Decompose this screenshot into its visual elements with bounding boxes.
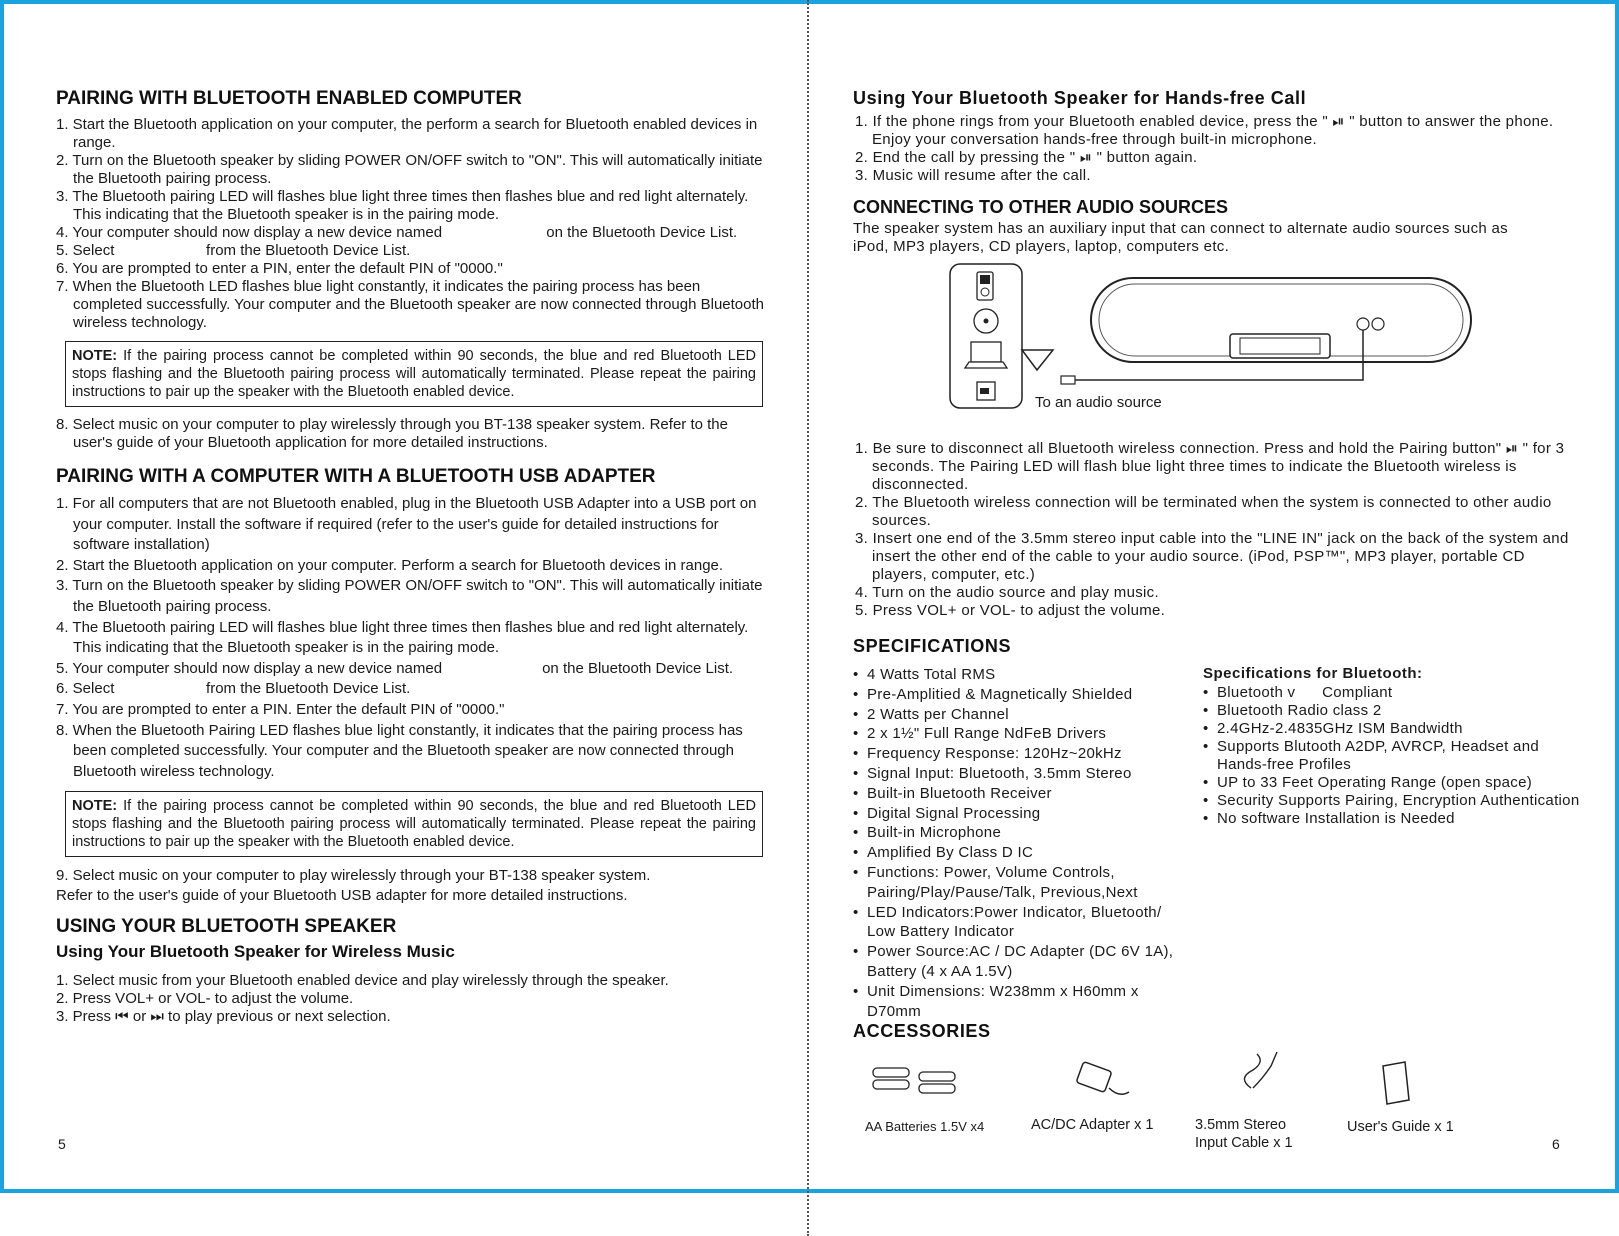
cable-icon: [1244, 1052, 1277, 1088]
list-item: 1. Start the Bluetooth application on your computer, the perform a search for Bluetooth enabled devices in range.: [56, 116, 758, 151]
acc-item-cable: 3.5mm Stereo Input Cable x 1: [1195, 1117, 1293, 1151]
list-item: 6. You are prompted to enter a PIN, enter the default PIN of "0000.": [56, 260, 503, 277]
spec-list: [853, 665, 1193, 1021]
list-item: 3. The Bluetooth pairing LED will flashes blue light three times then flashes blue and red light alternately. This indicating that the Bluetooth speaker is in the pairing mode.: [56, 188, 749, 223]
list-item: 4. Your computer should now display a new device named on the Bluetooth Device List.: [56, 224, 738, 241]
list-item: • Digital Signal Processing: [853, 804, 1193, 824]
frame-bottom-border: [0, 1189, 1619, 1193]
list-item: • Unit Dimensions: W238mm x H60mm x D70mm: [853, 982, 1193, 1022]
list-item: • 2 Watts per Channel: [853, 705, 1193, 725]
pair-usb-step9-ref: Refer to the user's guide of your Bluetooth USB adapter for more detailed instructions.: [56, 887, 628, 905]
frame-right-border: [1615, 0, 1619, 1193]
list-item: 1. Be sure to disconnect all Bluetooth wireless connection. Press and hold the Pairing button" ⏯ " for 3 seconds. The Pairing LED will flash blue light three times to indicate the Bluetooth wireless is disconnected.: [855, 440, 1565, 493]
list-item: • No software Installation is Needed: [1203, 810, 1583, 828]
list-item: 5. Select from the Bluetooth Device List.: [56, 242, 411, 259]
list-item: • Pre-Amplitied & Magnetically Shielded: [853, 685, 1193, 705]
list-item: 5. Your computer should now display a new device named on the Bluetooth Device List.: [56, 659, 734, 677]
list-item: 3. Turn on the Bluetooth speaker by sliding POWER ON/OFF switch to "ON". This will automatically initiate the Bluetooth pairing process.: [56, 577, 763, 615]
list-item: 2. The Bluetooth wireless connection will be terminated when the system is connected to other audio sources.: [855, 494, 1552, 529]
right-page: [853, 88, 1580, 1168]
laptop-icon: [965, 342, 1007, 368]
list-item: • Functions: Power, Volume Controls, Pairing/Play/Pause/Talk, Previous,Next: [853, 863, 1193, 903]
pair-usb-title: PAIRING WITH A COMPUTER WITH A BLUETOOTH USB ADAPTER: [56, 466, 656, 487]
list-item: • Bluetooth v Compliant: [1203, 684, 1583, 702]
pair-usb-steps: [56, 494, 771, 782]
audio-connection-diagram: [853, 262, 1573, 422]
list-item: • 4 Watts Total RMS: [853, 665, 1193, 685]
using-title: USING YOUR BLUETOOTH SPEAKER: [56, 916, 397, 938]
note-box-1: [65, 341, 763, 407]
audio-source-panel: [950, 264, 1053, 408]
list-item: 2. Press VOL+ or VOL- to adjust the volume.: [56, 990, 354, 1008]
list-item: 2. End the call by pressing the " ⏯ " button again.: [855, 149, 1198, 166]
spec-title: SPECIFICATIONS: [853, 636, 1012, 656]
spec-section: [853, 665, 1580, 1020]
list-item: • Frequency Response: 120Hz~20kHz: [853, 744, 1193, 764]
note-text: If the pairing process cannot be completed within 90 seconds, the blue and red Bluetooth LED stops flashing and the Bluetooth pairing process will automatically terminated. Please repeat the pairing instructions to pair up the speaker with the Bluetooth enabled device.: [72, 798, 756, 851]
list-item: • UP to 33 Feet Operating Range (open space): [1203, 774, 1583, 792]
list-item: • Built-in Bluetooth Receiver: [853, 784, 1193, 804]
note-label: NOTE:: [72, 798, 118, 815]
list-item: 7. When the Bluetooth LED flashes blue light constantly, it indicates the pairing process has been completed successfully. Your computer and the Bluetooth speaker are now connected through Bluetooth wireless technology.: [56, 278, 764, 331]
pair-usb-step9: 9. Select music on your computer to play wirelessly through your BT-138 speaker system.: [56, 867, 651, 885]
acc-item-user-guide: User's Guide x 1: [1347, 1119, 1454, 1135]
page-fold-line: [807, 0, 809, 1236]
note-label: NOTE:: [72, 348, 118, 364]
list-item: 3. Music will resume after the call.: [855, 167, 1091, 184]
list-item: 8. Select music on your computer to play wirelessly through you BT-138 speaker system. Refer to the user's guide of your Bluetooth application for more detailed instructions.: [56, 416, 728, 451]
list-item: • Security Supports Pairing, Encryption Authentication: [1203, 792, 1583, 810]
diagram-svg: [853, 262, 1573, 422]
list-item: • Supports Blutooth A2DP, AVRCP, Headset and Hands-free Profiles: [1203, 738, 1583, 774]
frame-top-border: [0, 0, 1619, 4]
list-item: 5. Press VOL+ or VOL- to adjust the volume.: [855, 602, 1166, 619]
pair-pc-title: PAIRING WITH BLUETOOTH ENABLED COMPUTER: [56, 88, 522, 109]
list-item: 6. Select from the Bluetooth Device List.: [56, 680, 411, 698]
list-item: 1. Select music from your Bluetooth enabled device and play wirelessly through the speaker.: [56, 972, 669, 990]
list-item: • Bluetooth Radio class 2: [1203, 702, 1583, 720]
list-item: 2. Start the Bluetooth application on your computer. Perform a search for Bluetooth devices in range.: [56, 556, 724, 574]
ipod-icon: [977, 272, 993, 300]
list-item: • Built-in Microphone: [853, 823, 1193, 843]
bt-spec-title: Specifications for Bluetooth:: [1203, 665, 1423, 682]
bt-spec-list: [1203, 684, 1583, 828]
batteries-icon: [873, 1068, 955, 1093]
audio-intro: The speaker system has an auxiliary input that can connect to alternate audio sources such as iPod, MP3 players, CD players, laptop, computers etc.: [853, 220, 1508, 255]
accessories-row: [853, 1048, 1573, 1168]
page-number-left: 5: [58, 1136, 66, 1152]
note-box-2: [65, 791, 763, 857]
handsfree-steps: [855, 113, 1573, 185]
list-item: 1. For all computers that are not Bluetooth enabled, plug in the Bluetooth USB Adapter into a USB port on your computer. Install the software if required (refer to the user's guide for detailed instructions for software installation): [56, 495, 757, 554]
list-item: 3. Press ⏮ or ⏭ to play previous or next selection.: [56, 1008, 391, 1026]
page-number-right: 6: [1552, 1136, 1560, 1152]
list-item: • 2.4GHz-2.4835GHz ISM Bandwidth: [1203, 720, 1583, 738]
list-item: 8. When the Bluetooth Pairing LED flashes blue light constantly, it indicates that the pairing process has been completed successfully. Your computer and the Bluetooth speaker are now connected through Bluetooth wireless technology.: [56, 721, 743, 780]
list-item: • Amplified By Class D IC: [853, 843, 1193, 863]
left-page: [56, 88, 771, 1026]
frame-left-border: [0, 0, 4, 1193]
using-steps: [56, 972, 771, 1026]
user-guide-icon: [1383, 1062, 1409, 1104]
list-item: • Power Source:AC / DC Adapter (DC 6V 1A), Battery (4 x AA 1.5V): [853, 942, 1193, 982]
diagram-caption: To an audio source: [1035, 394, 1162, 411]
spec-column-general: [853, 665, 1193, 1021]
acc-item-adapter: AC/DC Adapter x 1: [1031, 1117, 1154, 1133]
adapter-icon: [1076, 1062, 1129, 1095]
spec-column-bluetooth: [1203, 665, 1583, 828]
audio-title: CONNECTING TO OTHER AUDIO SOURCES: [853, 197, 1229, 217]
acc-item-batteries: AA Batteries 1.5V x4: [865, 1119, 985, 1134]
list-item: • 2 x 1½" Full Range NdFeB Drivers: [853, 724, 1193, 744]
list-item: 7. You are prompted to enter a PIN. Enter the default PIN of "0000.": [56, 700, 505, 718]
accessories-icons: [853, 1048, 1573, 1114]
list-item: 4. The Bluetooth pairing LED will flashes blue light three times then flashes blue and red light alternately. This indicating that the Bluetooth speaker is in the pairing mode.: [56, 618, 749, 657]
note-text: If the pairing process cannot be completed within 90 seconds, the blue and red Bluetooth LED stops flashing and the Bluetooth pairing process will automatically terminated. Please repeat the pairing instructions to pair up the speaker with the Bluetooth enabled device.: [72, 348, 756, 400]
pair-pc-step8: [56, 416, 771, 452]
list-item: • LED Indicators:Power Indicator, Bluetooth/ Low Battery Indicator: [853, 903, 1193, 943]
acc-title: ACCESSORIES: [853, 1021, 991, 1041]
speaker-unit: [1091, 278, 1471, 362]
using-subtitle: Using Your Bluetooth Speaker for Wireless Music: [56, 942, 455, 962]
list-item: 2. Turn on the Bluetooth speaker by sliding POWER ON/OFF switch to "ON". This will automatically initiate the Bluetooth pairing process.: [56, 152, 763, 187]
list-item: 4. Turn on the audio source and play music.: [855, 584, 1159, 601]
list-item: 1. If the phone rings from your Bluetooth enabled device, press the " ⏯ " button to answer the phone. Enjoy your conversation hands-free through built-in microphone.: [855, 113, 1554, 148]
audio-steps: [855, 440, 1573, 620]
pair-pc-steps: [56, 116, 771, 332]
mp3-player-icon: [977, 382, 995, 400]
list-item: • Signal Input: Bluetooth, 3.5mm Stereo: [853, 764, 1193, 784]
handsfree-title: Using Your Bluetooth Speaker for Hands-free Call: [853, 88, 1307, 108]
cd-player-icon: [974, 309, 998, 333]
list-item: 3. Insert one end of the 3.5mm stereo input cable into the "LINE IN" jack on the back of the system and insert the other end of the cable to your audio source. (iPod, PSP™", MP3 player, portable CD players, computer, etc.): [855, 530, 1569, 583]
